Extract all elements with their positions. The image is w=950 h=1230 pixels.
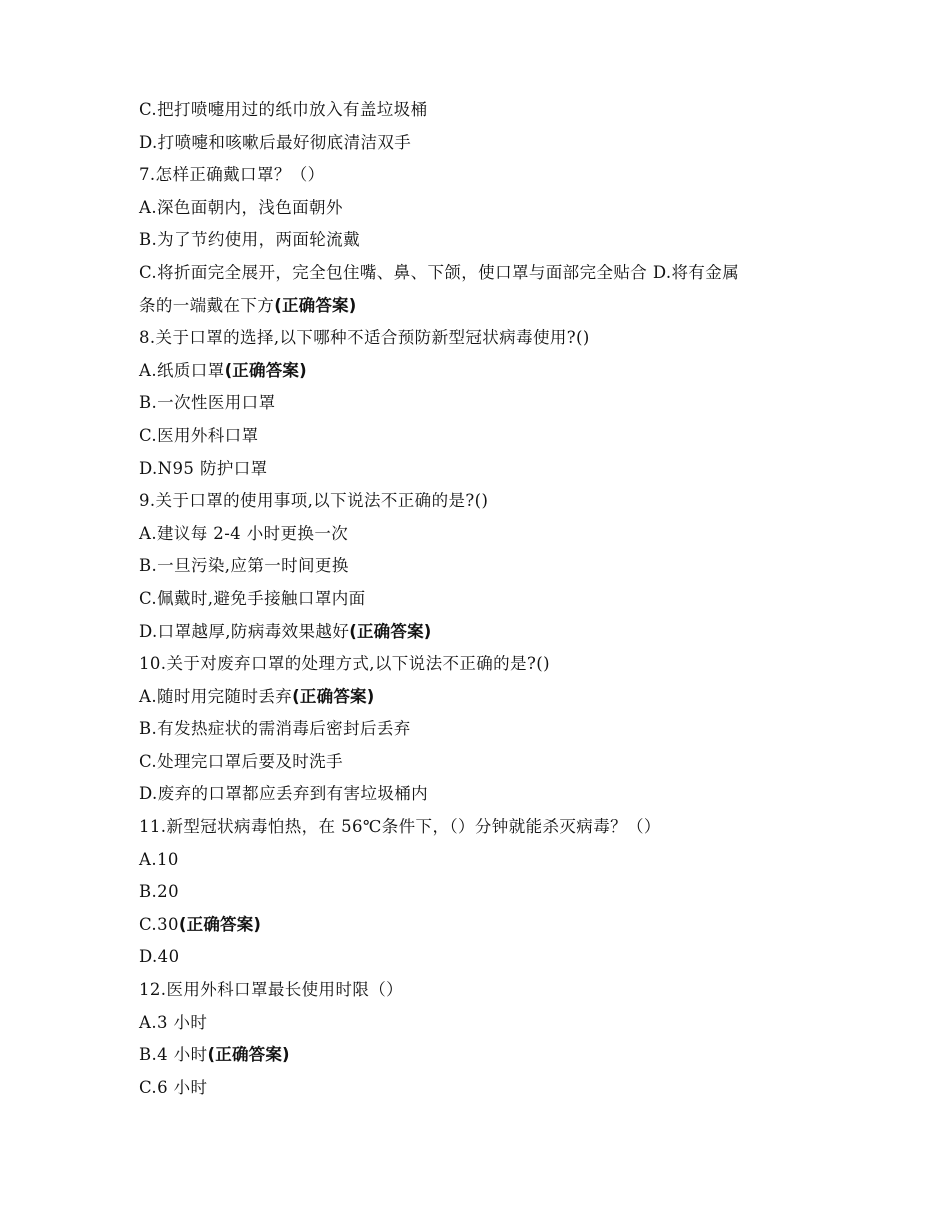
line-text: C.30	[139, 914, 179, 934]
line-text: B.为了节约使用，两面轮流戴	[139, 230, 360, 250]
line-text: C.医用外科口罩	[139, 425, 259, 445]
line-text: 11.新型冠状病毒怕热，在 56℃条件下，（）分钟就能杀灭病毒？（）	[139, 817, 661, 837]
line-text: A.纸质口罩	[139, 360, 225, 380]
text-line	[139, 127, 819, 160]
option-line	[139, 778, 819, 811]
option-line	[139, 290, 819, 323]
question-line	[139, 811, 819, 844]
option-line	[139, 909, 819, 942]
line-text: B.20	[139, 882, 179, 902]
line-text: C.处理完口罩后要及时洗手	[139, 751, 343, 771]
correct-answer-tag: (正确答案)	[178, 914, 262, 934]
line-text: A.随时用完随时丢弃	[139, 686, 293, 706]
option-line	[139, 518, 819, 551]
correct-answer-tag: (正确答案)	[224, 360, 307, 380]
line-text: 条的一端戴在下方	[139, 295, 275, 315]
line-text: D.废弃的口罩都应丢弃到有害垃圾桶内	[139, 784, 429, 804]
correct-answer-tag: (正确答案)	[292, 686, 375, 706]
option-line	[139, 1072, 819, 1105]
option-line	[139, 681, 819, 714]
line-text: 8.关于口罩的选择,以下哪种不适合预防新型冠状病毒使用?()	[139, 328, 590, 348]
option-line	[139, 844, 819, 877]
line-text: 9.关于口罩的使用事项,以下说法不正确的是?()	[139, 491, 489, 511]
line-text: C.6 小时	[139, 1077, 208, 1097]
line-text: 7.怎样正确戴口罩？（）	[139, 165, 325, 185]
option-line	[139, 192, 819, 225]
line-text: B.一旦污染,应第一时间更换	[139, 556, 349, 576]
document-page	[139, 94, 819, 1104]
line-text: C.将折面完全展开，完全包住嘴、鼻、下颌，使口罩与面部完全贴合 D.将有金属	[139, 262, 740, 282]
correct-answer-tag: (正确答案)	[274, 295, 357, 315]
option-line	[139, 453, 819, 486]
line-text: D.N95 防护口罩	[139, 458, 268, 478]
correct-answer-tag: (正确答案)	[349, 621, 432, 641]
option-line	[139, 257, 819, 290]
line-text: C.佩戴时,避免手接触口罩内面	[139, 588, 366, 608]
line-text: A.建议每 2-4 小时更换一次	[139, 523, 349, 543]
line-text: 12.医用外科口罩最长使用时限（）	[139, 980, 404, 1000]
line-text: D.40	[139, 947, 180, 967]
correct-answer-tag: (正确答案)	[207, 1045, 290, 1065]
question-line	[139, 322, 819, 355]
line-text: C.把打喷嚏用过的纸巾放入有盖垃圾桶	[139, 100, 428, 119]
option-line	[139, 746, 819, 779]
option-line	[139, 583, 819, 616]
option-line	[139, 616, 819, 649]
option-line	[139, 355, 819, 388]
line-text: D.口罩越厚,防病毒效果越好	[139, 621, 350, 641]
line-text: A.深色面朝内，浅色面朝外	[139, 197, 343, 217]
option-line	[139, 1007, 819, 1040]
option-line	[139, 1039, 819, 1072]
option-line	[139, 713, 819, 746]
line-text: B.4 小时	[139, 1045, 208, 1065]
line-text: A.10	[139, 849, 179, 869]
option-line	[139, 387, 819, 420]
option-line	[139, 420, 819, 453]
line-text: 10.关于对废弃口罩的处理方式,以下说法不正确的是?()	[139, 654, 550, 674]
line-text: B.有发热症状的需消毒后密封后丢弃	[139, 719, 411, 739]
question-line	[139, 485, 819, 518]
line-text: B.一次性医用口罩	[139, 393, 276, 413]
line-text: D.打喷嚏和咳嗽后最好彻底清洁双手	[139, 132, 412, 152]
question-line	[139, 159, 819, 192]
line-text: A.3 小时	[139, 1012, 208, 1032]
option-line	[139, 941, 819, 974]
option-line	[139, 550, 819, 583]
option-line	[139, 224, 819, 257]
text-line	[139, 94, 819, 127]
question-line	[139, 974, 819, 1007]
option-line	[139, 876, 819, 909]
question-line	[139, 648, 819, 681]
